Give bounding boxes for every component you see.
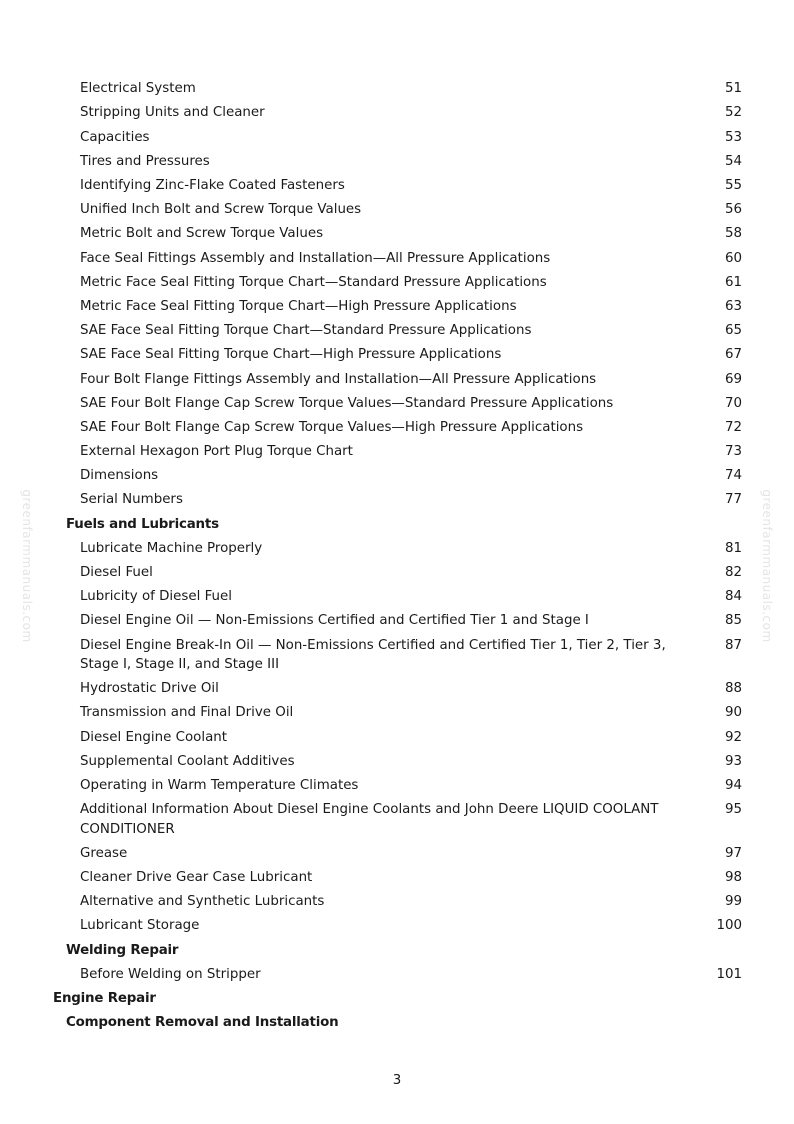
toc-entry-page-number: 52 (724, 105, 742, 121)
toc-entry-page-number: 100 (716, 918, 742, 934)
toc-entry-title: Metric Bolt and Screw Torque Values (80, 226, 324, 242)
toc-entry-page-number: 56 (724, 202, 742, 218)
toc-entry-title: SAE Face Seal Fitting Torque Chart—Standard Pressure Applications (80, 323, 532, 339)
toc-entry-page-number: 54 (724, 153, 742, 169)
toc-entry-title: SAE Face Seal Fitting Torque Chart—High Pressure Applications (80, 347, 502, 363)
toc-entry[interactable] (0, 585, 794, 609)
toc-entry-title: Supplemental Coolant Additives (80, 753, 295, 769)
toc-entry-title: Additional Information About Diesel Engine Coolants and John Deere LIQUID COOLANT CONDITIONER (80, 802, 659, 837)
toc-entry-page-number: 82 (724, 565, 742, 581)
toc-entry[interactable] (0, 77, 794, 101)
toc-entry[interactable] (0, 391, 794, 415)
toc-entry[interactable] (0, 319, 794, 343)
toc-entry-title: Tires and Pressures (80, 153, 210, 169)
toc-entry[interactable] (0, 198, 794, 222)
toc-entry-title: Four Bolt Flange Fittings Assembly and Installation—All Pressure Applications (80, 371, 597, 387)
toc-entry-title: Serial Numbers (80, 492, 183, 508)
toc-entry-page-number: 73 (724, 444, 742, 460)
toc-entry-page-number: 60 (724, 250, 742, 266)
toc-entry[interactable] (0, 150, 794, 174)
toc-entry-title: Lubricant Storage (80, 918, 200, 934)
toc-entry-page-number: 65 (724, 323, 742, 339)
toc-entry-title: Cleaner Drive Gear Case Lubricant (80, 870, 313, 886)
toc-entry-title: Component Removal and Installation (66, 1015, 339, 1031)
toc-entry[interactable] (0, 633, 794, 677)
toc-entry-title: Transmission and Final Drive Oil (80, 705, 294, 721)
toc-entry[interactable] (0, 488, 794, 512)
toc-section-heading[interactable] (0, 1011, 794, 1035)
toc-entry[interactable] (0, 677, 794, 701)
toc-entry-page-number: 67 (724, 347, 742, 363)
toc-entry-page-number: 87 (724, 637, 742, 653)
toc-entry-title: Metric Face Seal Fitting Torque Chart—Standard Pressure Applications (80, 274, 547, 290)
toc-entry-title: Lubricate Machine Properly (80, 540, 263, 556)
toc-entry[interactable] (0, 295, 794, 319)
toc-entry[interactable] (0, 464, 794, 488)
toc-entry-title: Unified Inch Bolt and Screw Torque Values (80, 202, 362, 218)
toc-entry[interactable] (0, 890, 794, 914)
toc-entry[interactable] (0, 101, 794, 125)
watermark-left: greenfarmmanuals.com (20, 489, 34, 643)
toc-entry[interactable] (0, 914, 794, 938)
toc-entry-title: Before Welding on Stripper (80, 966, 261, 982)
toc-entry-page-number: 84 (724, 589, 742, 605)
toc-entry-title: Operating in Warm Temperature Climates (80, 778, 359, 794)
page-number: 3 (392, 1073, 402, 1088)
toc-entry-page-number: 93 (724, 753, 742, 769)
toc-entry-title: SAE Four Bolt Flange Cap Screw Torque Values—Standard Pressure Applications (80, 395, 614, 411)
toc-entry-title: Fuels and Lubricants (66, 516, 219, 532)
toc-entry-page-number: 99 (724, 894, 742, 910)
toc-entry-page-number: 90 (724, 705, 742, 721)
toc-entry-title: External Hexagon Port Plug Torque Chart (80, 444, 353, 460)
toc-entry[interactable] (0, 866, 794, 890)
toc-entry-title: Diesel Engine Coolant (80, 729, 228, 745)
toc-entry-title: Welding Repair (66, 942, 179, 958)
toc-entry-page-number: 77 (724, 492, 742, 508)
toc-entry[interactable] (0, 125, 794, 149)
toc-entry-page-number: 95 (724, 802, 742, 818)
toc-entry[interactable] (0, 343, 794, 367)
toc-entry[interactable] (0, 174, 794, 198)
toc-entry[interactable] (0, 609, 794, 633)
toc-entry-page-number: 97 (724, 845, 742, 861)
toc-chapter-heading[interactable] (0, 987, 794, 1011)
toc-entry[interactable] (0, 701, 794, 725)
toc-entry[interactable] (0, 416, 794, 440)
toc-entry-title: Hydrostatic Drive Oil (80, 681, 219, 697)
toc-entry-page-number: 101 (716, 966, 742, 982)
toc-entry-title: Grease (80, 845, 128, 861)
toc-entry-page-number: 94 (724, 778, 742, 794)
toc-entry-page-number: 92 (724, 729, 742, 745)
toc-entry[interactable] (0, 561, 794, 585)
toc-entry-page-number: 51 (724, 81, 742, 97)
toc-entry[interactable] (0, 842, 794, 866)
toc-entry-title: Diesel Fuel (80, 565, 153, 581)
toc-entry-page-number: 98 (724, 870, 742, 886)
toc-entry-title: Face Seal Fittings Assembly and Installation—All Pressure Applications (80, 250, 551, 266)
toc-entry[interactable] (0, 271, 794, 295)
toc-entry-page-number: 70 (724, 395, 742, 411)
toc-entry[interactable] (0, 774, 794, 798)
toc-entry-title: Diesel Engine Oil — Non-Emissions Certified and Certified Tier 1 and Stage I (80, 613, 589, 629)
toc-entry[interactable] (0, 725, 794, 749)
toc-entry[interactable] (0, 963, 794, 987)
toc-entry-page-number: 63 (724, 298, 742, 314)
toc-entry-page-number: 81 (724, 540, 742, 556)
toc-entry-page-number: 85 (724, 613, 742, 629)
toc-entry-title: SAE Four Bolt Flange Cap Screw Torque Values—High Pressure Applications (80, 419, 584, 435)
toc-entry[interactable] (0, 750, 794, 774)
toc-entry[interactable] (0, 440, 794, 464)
toc-entry[interactable] (0, 367, 794, 391)
toc-entry-title: Identifying Zinc-Flake Coated Fasteners (80, 178, 345, 194)
toc-section-heading[interactable] (0, 938, 794, 962)
toc-entry-page-number: 58 (724, 226, 742, 242)
toc-entry-title: Diesel Engine Break-In Oil — Non-Emissions Certified and Certified Tier 1, Tier 2, Tier 3, Stage I, Stage II, and Stage III (80, 637, 666, 673)
toc-entry-title: Alternative and Synthetic Lubricants (80, 894, 325, 910)
toc-entry-page-number: 74 (724, 468, 742, 484)
toc-entry-title: Capacities (80, 129, 150, 145)
toc-section-heading[interactable] (0, 512, 794, 536)
toc-entry-page-number: 69 (724, 371, 742, 387)
toc-entry-page-number: 53 (724, 129, 742, 145)
watermark-right: greenfarmmanuals.com (760, 489, 774, 643)
toc-entry-title: Electrical System (80, 81, 196, 97)
toc-entry-title: Metric Face Seal Fitting Torque Chart—High Pressure Applications (80, 298, 517, 314)
toc-entry-title: Lubricity of Diesel Fuel (80, 589, 232, 605)
toc-entry-page-number: 61 (724, 274, 742, 290)
toc-entry-page-number: 88 (724, 681, 742, 697)
toc-entry[interactable] (0, 222, 794, 246)
toc-entry-title: Dimensions (80, 468, 159, 484)
toc-entry-title: Stripping Units and Cleaner (80, 105, 265, 121)
toc-entry-title: Engine Repair (53, 991, 156, 1007)
table-of-contents (0, 77, 794, 1035)
toc-entry[interactable] (0, 537, 794, 561)
toc-entry-page-number: 72 (724, 419, 742, 435)
toc-entry[interactable] (0, 246, 794, 270)
toc-entry-page-number: 55 (724, 178, 742, 194)
toc-entry[interactable] (0, 798, 794, 842)
